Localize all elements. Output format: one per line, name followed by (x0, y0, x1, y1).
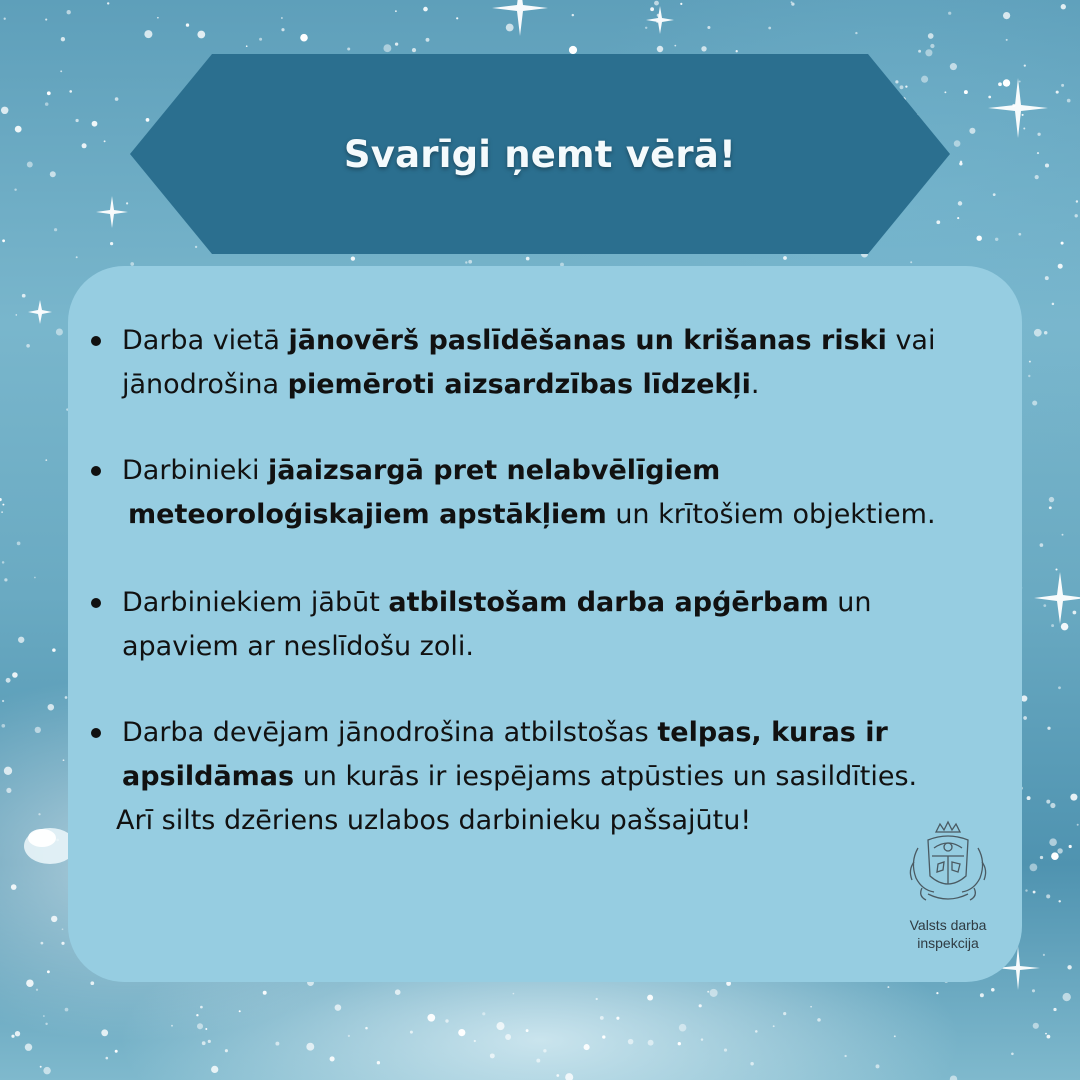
snowflake (1069, 845, 1072, 848)
snowflake (468, 260, 472, 264)
snowflake (92, 121, 98, 127)
snowflake (1062, 534, 1064, 536)
snowflake (1076, 200, 1078, 202)
snowflake (1057, 848, 1062, 853)
snowflake (810, 1006, 812, 1008)
snowflake (600, 1016, 604, 1020)
snowflake (1061, 242, 1064, 245)
snowflake (423, 7, 428, 12)
snowflake (101, 1029, 108, 1036)
snowflake (2, 504, 4, 506)
snowflake (526, 257, 530, 261)
snowflake (602, 1035, 605, 1038)
snowflake (11, 1035, 14, 1038)
snowflake (1029, 361, 1031, 363)
bullet-icon (91, 728, 101, 738)
snowflake (395, 10, 397, 12)
snowflake (755, 1030, 758, 1033)
bullet-line: jānodrošina piemēroti aizsardzības līdzekļi. (122, 369, 760, 400)
snowflake (1030, 864, 1038, 872)
snowflake (200, 1006, 203, 1009)
snowflake (957, 217, 959, 219)
snowflake (1045, 163, 1049, 167)
snowflake (205, 1028, 207, 1030)
snowflake (1032, 989, 1035, 992)
snowflake (0, 498, 2, 501)
snowflake (17, 542, 21, 546)
snowflake (62, 928, 64, 930)
snowflake (1058, 686, 1061, 689)
snowflake (426, 38, 430, 42)
snowflake (647, 995, 653, 1001)
snowflake (556, 1074, 559, 1077)
snowflake (1025, 889, 1027, 891)
snowflake (768, 27, 771, 30)
snowflake (186, 23, 189, 26)
snowflake (1032, 400, 1037, 405)
snowflake (976, 235, 981, 240)
snowflake (246, 45, 248, 47)
snowflake (52, 648, 56, 652)
snowflake (991, 988, 995, 992)
snowflake (969, 128, 975, 134)
bullet-line: Darbinieki jāaizsargā pret nelabvēlīgiem (122, 455, 721, 486)
snowflake (1046, 800, 1050, 804)
title-banner (130, 54, 950, 254)
snowflake (543, 1049, 546, 1052)
snowflake (27, 162, 33, 168)
snowflake (36, 989, 38, 991)
snowflake (348, 1035, 350, 1037)
snowflake (1070, 794, 1077, 801)
snowflake (1073, 611, 1077, 615)
snowflake (490, 1053, 495, 1058)
latvia-coat-of-arms-icon (888, 818, 1008, 910)
snowflake (1045, 1033, 1047, 1035)
snowflake (1077, 824, 1079, 826)
snowflake (25, 1043, 32, 1050)
snowflake (650, 7, 654, 11)
snowflake (22, 294, 26, 298)
snowflake (1067, 99, 1071, 103)
snowflake (910, 261, 912, 263)
snowflake (1046, 894, 1050, 898)
snowflake (584, 1044, 590, 1050)
snowflake (783, 256, 787, 260)
snowflake (1058, 264, 1063, 269)
snowflake (648, 1040, 654, 1046)
snowflake (1043, 604, 1046, 607)
snowflake (701, 46, 706, 51)
snowflake (377, 1061, 380, 1064)
snowflake (995, 238, 998, 241)
snowflake (6, 788, 11, 793)
snowflake (482, 1012, 485, 1015)
snowflake (1033, 1023, 1039, 1029)
snowflake (410, 1031, 413, 1034)
snowflake (1061, 84, 1064, 87)
snowflake (1, 107, 8, 114)
snowflake (930, 44, 934, 48)
snowflake (82, 143, 87, 148)
snowflake (783, 1012, 786, 1015)
snowflake (928, 33, 934, 39)
snowflake (4, 578, 7, 581)
snowflake (1047, 1035, 1051, 1039)
snowflake (1028, 375, 1030, 377)
snowflake (1067, 965, 1071, 969)
snowflake (1003, 79, 1010, 86)
snowflake (412, 48, 416, 52)
agency-logo (888, 818, 1008, 968)
snowflake (335, 1004, 342, 1011)
snowflake (699, 1004, 702, 1007)
snowflake (654, 1, 659, 6)
snowflake (115, 1050, 118, 1053)
snowflake (948, 12, 951, 15)
snowflake (43, 1067, 50, 1074)
snowflake (1049, 838, 1057, 846)
snowflake (1045, 276, 1049, 280)
snowflake (474, 1040, 476, 1042)
snowflake (208, 1040, 211, 1043)
snowflake (2, 239, 5, 242)
snowflake (980, 993, 984, 997)
snowflake (918, 50, 921, 53)
snowflake (458, 1029, 465, 1036)
snowflake (1061, 4, 1066, 9)
agency-name: Valsts darba inspekcija (909, 917, 987, 951)
snowflake (1044, 331, 1048, 335)
snowflake (47, 970, 50, 973)
snowflake (1051, 624, 1054, 627)
snowflake (4, 18, 6, 20)
snowflake (1050, 803, 1055, 808)
snowflake (701, 1038, 703, 1040)
snowflake (1075, 214, 1078, 217)
snowflake (157, 17, 159, 19)
snowflake (958, 201, 962, 205)
snowflake (65, 696, 68, 699)
snowflake (1, 511, 3, 513)
snowflake (1011, 1053, 1014, 1056)
snowflake (275, 1042, 279, 1046)
snowflake (1063, 993, 1071, 1001)
page-title: Svarīgi ņemt vērā! (343, 132, 737, 176)
snowflake (11, 884, 17, 890)
snowflake (427, 1014, 435, 1022)
snowflake (45, 19, 47, 21)
snowflake (1049, 506, 1052, 509)
snowflake (202, 1041, 206, 1045)
snowflake (2, 700, 4, 702)
snowflake (1061, 623, 1069, 631)
snowflake (526, 1029, 529, 1032)
snowflake (38, 813, 40, 815)
snowflake (126, 202, 128, 204)
snowflake (76, 256, 78, 258)
snowflake (45, 102, 49, 106)
snowflake (1033, 891, 1036, 894)
snowflake (954, 140, 961, 147)
snowflake (104, 140, 106, 142)
snowflake (456, 17, 458, 19)
snowflake (15, 126, 22, 133)
snowflake (395, 989, 401, 995)
snowflake (40, 1066, 42, 1068)
snowflake (65, 1008, 69, 1012)
snowflake (144, 30, 152, 38)
snowflake (445, 1019, 448, 1022)
snowflake (196, 1014, 198, 1016)
snowflake (950, 1075, 957, 1080)
snowflake (678, 1042, 681, 1045)
snowflake (26, 979, 34, 987)
snowflake (1019, 81, 1021, 83)
snowflake (395, 42, 398, 45)
snowflake (465, 261, 467, 263)
snowflake (50, 171, 56, 177)
snowflake (596, 998, 598, 1000)
snowflake (876, 1064, 880, 1068)
snowflake (2, 561, 5, 564)
snowflake (263, 991, 267, 995)
snowflake (1035, 175, 1039, 179)
snowflake (1024, 64, 1026, 66)
snowflake (628, 1039, 634, 1045)
snowflake (680, 3, 682, 5)
snowflake (1043, 954, 1045, 956)
snowflake (69, 90, 72, 93)
snowflake (679, 1024, 687, 1032)
snowflake (45, 1023, 47, 1025)
bullet-line: Darbiniekiem jābūt atbilstošam darba apģērbam un (122, 587, 872, 618)
snowflake (18, 637, 24, 643)
snowflake (106, 1057, 109, 1060)
snowflake (1037, 133, 1040, 136)
bullet-line: Darba devējam jānodrošina atbilstošas telpas, kuras ir (122, 717, 888, 748)
snowflake (4, 767, 12, 775)
snowflake (56, 328, 63, 335)
snowflake (1003, 12, 1010, 19)
snowflake (63, 759, 65, 761)
snowflake (330, 1056, 335, 1061)
bullet-line: Arī silts dzēriens uzlabos darbinieku pašsajūtu! (116, 805, 752, 836)
snowflake (998, 82, 1002, 86)
bullet-line: meteoroloģiskajiem apstākļiem un krītošiem objektiem. (128, 499, 936, 530)
snowflake (536, 1059, 540, 1063)
snowflake (281, 28, 284, 31)
bullet-line: Darba vietā jānovērš paslīdēšanas un krišanas riski vai (122, 325, 936, 356)
snowflake (383, 44, 391, 52)
snowflake (47, 91, 51, 95)
snowflake (61, 37, 65, 41)
snowflake (75, 119, 78, 122)
snowflake (894, 1035, 896, 1037)
snowflake (54, 228, 57, 231)
snowflake (674, 45, 676, 47)
snowflake (736, 50, 738, 52)
snowflake (1018, 233, 1021, 236)
snowflake (855, 32, 857, 34)
snowflake (565, 1073, 573, 1080)
snowflake (90, 981, 94, 985)
snowflake (1040, 543, 1044, 547)
snowflake (12, 672, 18, 678)
snowflake (1055, 568, 1057, 570)
snowflake (993, 193, 996, 196)
snowflake (1049, 497, 1054, 502)
snowflake (1, 724, 5, 728)
snowflake (496, 1022, 504, 1030)
snowflake (197, 31, 205, 39)
snowflake (35, 727, 41, 733)
snowflake (197, 1023, 203, 1029)
snowflake (239, 1010, 241, 1012)
snowflake (506, 24, 514, 32)
bullet-icon (91, 598, 101, 608)
snowflake (1040, 856, 1043, 859)
snowflake (15, 1031, 20, 1036)
snowflake (1058, 900, 1060, 902)
snowflake (1051, 852, 1059, 860)
snowflake (1037, 152, 1039, 154)
snowflake (45, 459, 47, 461)
snowflake (988, 96, 991, 99)
snowflake (1023, 716, 1027, 720)
snowflake (41, 942, 44, 945)
snowflake (773, 1025, 775, 1027)
snowflake (1027, 796, 1031, 800)
snowflake (61, 942, 64, 945)
snowflake (43, 1015, 45, 1017)
snowflake (281, 17, 283, 19)
snowflake (724, 1049, 727, 1052)
snowflake (1047, 727, 1050, 730)
snowflake (306, 1043, 314, 1051)
snowflake (51, 916, 57, 922)
snowflake (171, 1025, 173, 1027)
snowflake (67, 10, 71, 14)
snowflake (110, 242, 113, 245)
bullet-icon (91, 336, 101, 346)
snowflake (1006, 39, 1008, 41)
snowflake (707, 26, 710, 29)
snowflake (1022, 114, 1024, 116)
snowflake (1023, 128, 1025, 130)
snowflake (259, 38, 262, 41)
snowflake (950, 63, 957, 70)
snowflake (300, 34, 308, 42)
bullet-line: apsildāmas un kurās ir iespējams atpūsties un sasildīties. (122, 761, 918, 792)
snowflake (15, 314, 17, 316)
snowflake (60, 70, 62, 72)
snowflake (1034, 329, 1042, 337)
snowflake (1056, 91, 1059, 94)
snowflake (817, 1018, 821, 1022)
snowflake (34, 577, 36, 579)
snowflake (1053, 1008, 1056, 1011)
snowflake (936, 992, 938, 994)
snowflake (964, 90, 968, 94)
snowflake (6, 678, 11, 683)
snowflake (707, 991, 709, 993)
snowflake (710, 989, 718, 997)
snowflake (616, 1017, 619, 1020)
snowflake (14, 188, 16, 190)
snowflake (791, 1, 793, 3)
snowflake (365, 1027, 368, 1030)
snowflake (572, 14, 574, 16)
snowflake (844, 1055, 846, 1057)
snowflake (960, 161, 962, 163)
snowflake (513, 993, 515, 995)
snowflake (657, 46, 663, 52)
snowflake (351, 256, 355, 260)
snowflake (115, 97, 119, 101)
snowflake (347, 47, 350, 50)
snowflake (750, 1062, 753, 1065)
snowflake (211, 1066, 218, 1073)
snowflake (107, 2, 109, 4)
snowflake (48, 704, 55, 711)
snowflake (569, 46, 577, 54)
bullet-icon (91, 466, 101, 476)
snowflake (26, 344, 30, 348)
snowflake (505, 1034, 511, 1040)
snowflake (887, 986, 889, 988)
snowflake (225, 1049, 228, 1052)
snowflake (645, 27, 647, 29)
content-card (68, 266, 1022, 982)
bullet-line: apaviem ar neslīdošu zoli. (122, 631, 474, 662)
snowflake (1052, 303, 1055, 306)
